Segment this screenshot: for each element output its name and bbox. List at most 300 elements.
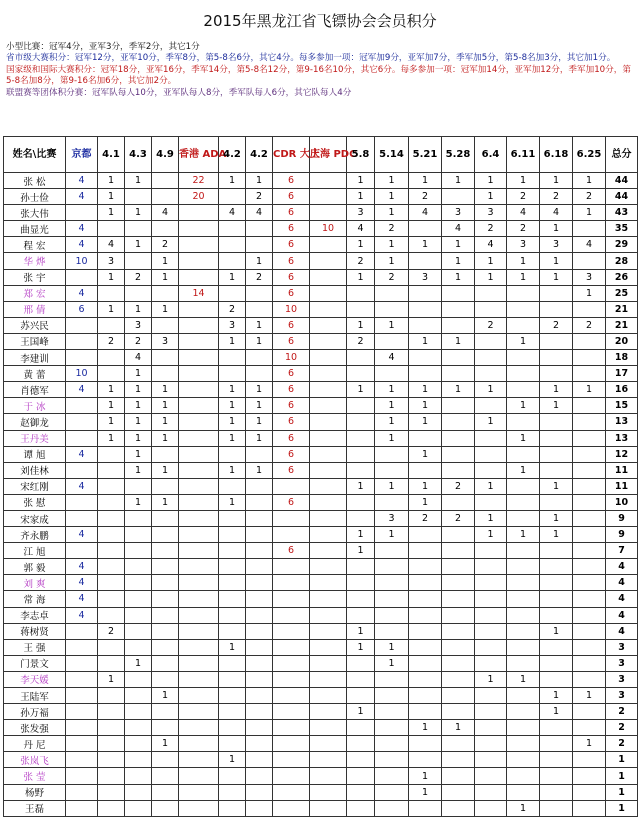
score-cell [125,253,152,269]
score-cell [347,768,375,784]
score-cell [246,559,273,575]
score-cell [125,720,152,736]
score-cell [507,366,540,382]
rule-national-events: 国家级和国际大赛积分：冠军18分，亚军16分，季军14分，第5-8名12分，第9-16名10分，其它6分。每多参加一项：冠军加14分，亚军加12分，季军加10分，第5-8名加8分，第9-16名加6分，其它加2分。 [6,64,631,87]
score-cell [375,688,409,704]
score-cell: 1 [125,462,152,478]
score-cell: 1 [347,527,375,543]
score-cell: 1 [409,398,442,414]
score-cell: 1 [375,639,409,655]
score-cell [310,800,347,816]
score-cell [507,285,540,301]
score-cell [409,671,442,687]
score-cell [98,639,125,655]
score-cell [219,800,246,816]
score-cell [540,736,573,752]
table-row [4,527,638,543]
score-cell [310,398,347,414]
score-cell [409,800,442,816]
score-cell: 6 [273,173,310,189]
score-cell [179,253,219,269]
score-cell: 1 [246,317,273,333]
total-score: 11 [606,478,638,494]
score-cell [66,269,98,285]
score-cell [98,494,125,510]
score-cell [409,655,442,671]
score-cell: 1 [152,736,179,752]
score-cell: 6 [273,446,310,462]
score-cell [98,317,125,333]
score-cell [246,704,273,720]
score-cell: 4 [66,591,98,607]
total-score: 3 [606,671,638,687]
score-cell [573,527,606,543]
score-cell: 4 [66,189,98,205]
score-cell: 1 [246,398,273,414]
score-cell: 1 [219,382,246,398]
total-score: 1 [606,752,638,768]
total-score: 1 [606,784,638,800]
score-cell: 10 [310,221,347,237]
score-cell: 1 [540,398,573,414]
score-cell [219,688,246,704]
total-score: 26 [606,269,638,285]
score-cell: 1 [125,414,152,430]
score-cell [475,575,507,591]
score-cell [310,301,347,317]
score-cell [66,671,98,687]
score-cell [179,639,219,655]
score-cell [98,591,125,607]
score-cell: 1 [152,430,179,446]
score-cell [310,173,347,189]
score-cell [273,688,310,704]
total-score: 3 [606,655,638,671]
score-cell: 1 [219,494,246,510]
score-cell [219,591,246,607]
score-cell: 1 [573,382,606,398]
score-cell: 3 [152,333,179,349]
header-event-column: 上海 PDC [310,137,347,173]
score-cell: 1 [219,430,246,446]
score-cell: 1 [475,478,507,494]
score-cell [475,333,507,349]
score-cell: 1 [347,269,375,285]
score-cell [409,575,442,591]
score-cell: 1 [152,253,179,269]
header-event-column: 5.8 [347,137,375,173]
score-cell [507,736,540,752]
score-cell [375,752,409,768]
score-cell: 3 [540,237,573,253]
score-cell [152,366,179,382]
score-cell: 4 [66,237,98,253]
score-cell [179,704,219,720]
score-cell [573,704,606,720]
score-cell [375,623,409,639]
score-cell: 1 [442,720,475,736]
score-cell [375,720,409,736]
score-cell [409,752,442,768]
score-cell: 2 [409,510,442,526]
score-cell [152,639,179,655]
score-cell [246,784,273,800]
total-score: 43 [606,205,638,221]
score-cell: 1 [98,671,125,687]
score-cell [98,752,125,768]
total-score: 9 [606,510,638,526]
score-cell [573,559,606,575]
score-cell [219,285,246,301]
score-cell: 1 [442,382,475,398]
score-cell: 1 [540,478,573,494]
score-cell [179,221,219,237]
score-cell: 1 [375,382,409,398]
score-cell [66,655,98,671]
score-cell [475,752,507,768]
score-cell [507,559,540,575]
score-cell [219,736,246,752]
score-cell: 3 [475,205,507,221]
score-cell: 1 [98,430,125,446]
score-cell: 2 [375,221,409,237]
score-cell [475,768,507,784]
score-cell: 1 [540,510,573,526]
score-cell [347,398,375,414]
score-cell: 10 [66,253,98,269]
score-cell [98,736,125,752]
score-cell: 6 [273,543,310,559]
score-cell: 1 [375,398,409,414]
score-cell: 1 [347,173,375,189]
score-cell [152,527,179,543]
score-cell [409,607,442,623]
header-event-column: 4.1 [98,137,125,173]
score-cell [66,704,98,720]
score-cell: 1 [347,189,375,205]
score-cell [475,462,507,478]
score-cell: 1 [475,189,507,205]
score-cell [409,639,442,655]
total-score: 4 [606,591,638,607]
score-cell: 4 [66,527,98,543]
score-cell [442,800,475,816]
score-cell [98,688,125,704]
score-cell [540,655,573,671]
table-row [4,301,638,317]
member-name: 张 莹 [4,768,66,784]
score-cell: 1 [98,189,125,205]
score-cell [475,800,507,816]
score-cell [475,655,507,671]
score-cell [125,607,152,623]
score-cell [573,446,606,462]
score-cell [179,575,219,591]
score-cell: 1 [347,382,375,398]
total-score: 12 [606,446,638,462]
score-cell [409,350,442,366]
score-cell [219,768,246,784]
score-cell: 3 [219,317,246,333]
score-cell [540,366,573,382]
score-cell [310,462,347,478]
score-cell: 4 [98,237,125,253]
score-cell [66,317,98,333]
score-cell [540,543,573,559]
score-cell [540,446,573,462]
member-name: 赵御龙 [4,414,66,430]
score-cell [310,736,347,752]
member-name: 李建训 [4,350,66,366]
score-cell: 1 [125,430,152,446]
score-cell [507,607,540,623]
total-score: 29 [606,237,638,253]
score-cell: 6 [273,366,310,382]
score-cell [507,350,540,366]
score-cell [347,430,375,446]
score-cell [409,430,442,446]
header-name-column: 姓名\比赛 [4,137,66,173]
score-cell: 1 [219,333,246,349]
header-event-column: 6.18 [540,137,573,173]
score-cell [179,205,219,221]
score-cell: 1 [507,398,540,414]
score-cell [375,736,409,752]
score-cell: 2 [125,333,152,349]
score-cell [375,285,409,301]
score-cell: 3 [347,205,375,221]
total-score: 15 [606,398,638,414]
score-cell: 4 [125,350,152,366]
score-cell [540,752,573,768]
score-cell [507,414,540,430]
score-cell: 4 [246,205,273,221]
score-cell: 1 [540,623,573,639]
score-cell [573,575,606,591]
total-score: 28 [606,253,638,269]
total-score: 2 [606,720,638,736]
score-cell [507,317,540,333]
score-cell [246,591,273,607]
score-cell: 6 [273,221,310,237]
score-cell [442,285,475,301]
score-cell [475,736,507,752]
score-cell [66,398,98,414]
score-cell [409,623,442,639]
table-header-row [4,137,638,173]
score-cell [219,704,246,720]
score-cell [442,591,475,607]
score-cell [540,575,573,591]
score-cell: 1 [375,414,409,430]
score-cell: 6 [273,285,310,301]
score-cell [179,623,219,639]
score-cell: 1 [152,398,179,414]
table-row [4,414,638,430]
member-name: 张 慰 [4,494,66,510]
member-name: 李志卓 [4,607,66,623]
score-cell: 3 [573,269,606,285]
member-name: 李天媛 [4,671,66,687]
score-cell [310,591,347,607]
table-row [4,704,638,720]
total-score: 35 [606,221,638,237]
score-cell: 1 [540,253,573,269]
member-name: 杨野 [4,784,66,800]
score-cell [66,543,98,559]
table-row [4,623,638,639]
score-cell: 1 [475,527,507,543]
score-cell: 1 [540,527,573,543]
score-cell: 2 [507,189,540,205]
member-name: 常 海 [4,591,66,607]
table-row [4,446,638,462]
table-row [4,736,638,752]
score-cell [507,784,540,800]
score-cell: 1 [125,398,152,414]
page-title: 2015年黑龙江省飞镖协会会员积分 [203,12,437,30]
score-cell [475,704,507,720]
score-cell [125,285,152,301]
score-cell [540,350,573,366]
score-cell [219,671,246,687]
score-cell [442,398,475,414]
score-cell [375,559,409,575]
score-cell [475,688,507,704]
score-cell [246,768,273,784]
score-cell [246,639,273,655]
score-cell [152,189,179,205]
table-row [4,253,638,269]
score-cell [573,430,606,446]
score-cell [573,333,606,349]
score-cell [125,543,152,559]
score-cell [66,639,98,655]
score-cell [375,462,409,478]
score-cell: 6 [273,333,310,349]
score-cell [246,301,273,317]
score-cell: 1 [246,173,273,189]
score-cell [179,671,219,687]
score-cell [98,510,125,526]
score-cell [152,221,179,237]
score-cell [125,591,152,607]
score-cell [573,253,606,269]
score-cell [273,559,310,575]
total-score: 20 [606,333,638,349]
score-cell [442,414,475,430]
score-cell [66,414,98,430]
score-cell [442,623,475,639]
score-cell: 1 [219,639,246,655]
score-cell [475,366,507,382]
score-cell [409,736,442,752]
score-cell [442,688,475,704]
table-row [4,800,638,816]
score-cell [273,752,310,768]
score-cell: 1 [152,462,179,478]
score-cell: 1 [573,736,606,752]
total-score: 25 [606,285,638,301]
score-cell: 1 [475,253,507,269]
score-cell [125,736,152,752]
score-cell [98,720,125,736]
score-cell: 1 [540,221,573,237]
score-cell [375,446,409,462]
score-cell [125,559,152,575]
score-cell [246,237,273,253]
score-cell: 6 [273,414,310,430]
table-row [4,671,638,687]
score-cell [310,333,347,349]
score-cell [246,607,273,623]
score-cell [540,591,573,607]
score-cell: 2 [152,237,179,253]
score-cell [347,736,375,752]
score-cell: 1 [152,269,179,285]
score-cell [273,784,310,800]
score-cell: 1 [152,494,179,510]
score-cell [507,591,540,607]
score-cell [152,623,179,639]
score-cell [573,671,606,687]
score-cell [475,301,507,317]
score-cell [573,800,606,816]
score-cell [273,591,310,607]
score-cell: 3 [125,317,152,333]
score-cell [179,543,219,559]
score-cell [246,655,273,671]
score-cell [475,543,507,559]
score-cell [442,559,475,575]
member-name: 曲显光 [4,221,66,237]
score-cell [347,559,375,575]
score-cell: 1 [125,237,152,253]
score-cell [179,269,219,285]
score-cell [246,478,273,494]
score-cell [310,527,347,543]
score-cell [310,414,347,430]
member-name: 张岚飞 [4,752,66,768]
score-cell [442,527,475,543]
score-cell [179,430,219,446]
score-cell [310,639,347,655]
score-cell: 1 [375,205,409,221]
score-cell: 1 [98,205,125,221]
score-cell: 1 [219,173,246,189]
score-cell [507,575,540,591]
score-cell [310,205,347,221]
header-event-column: 4.3 [125,137,152,173]
score-cell [347,688,375,704]
score-cell [246,221,273,237]
score-cell [273,655,310,671]
score-cell [152,543,179,559]
score-cell: 1 [409,784,442,800]
score-cell [347,366,375,382]
member-name: 张发强 [4,720,66,736]
rule-provincial-events: 省市级大赛积分：冠军12分，亚军10分，季军8分，第5-8名6分，其它4分。每多参加一项：冠军加9分，亚军加7分，季军加5分，第5-8名加3分，其它加1分。 [6,53,616,64]
score-cell [310,543,347,559]
score-cell [375,333,409,349]
score-cell [347,350,375,366]
score-cell: 1 [442,253,475,269]
score-cell [219,784,246,800]
score-cell [310,720,347,736]
score-cell [125,510,152,526]
score-cell [246,494,273,510]
score-cell: 1 [347,639,375,655]
